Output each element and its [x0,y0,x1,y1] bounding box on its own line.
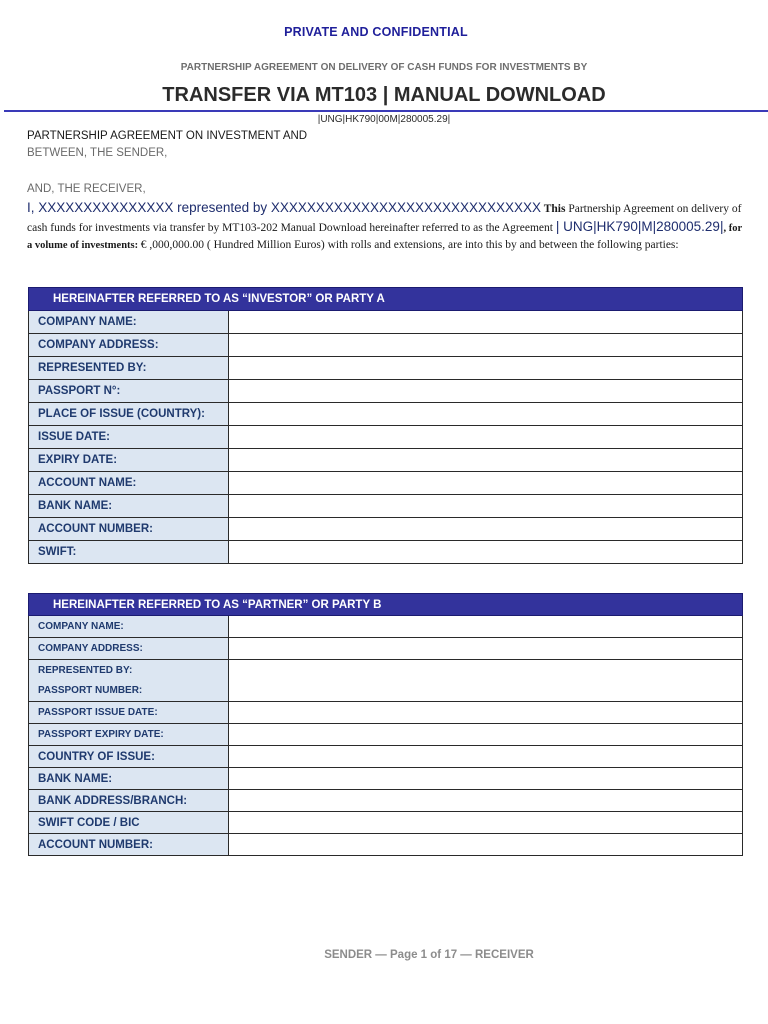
document-title: TRANSFER VIA MT103 | MANUAL DOWNLOAD [162,84,606,106]
party-a-passport-field[interactable] [229,380,743,403]
party-b-label-passport-number: PASSPORT NUMBER: [38,685,143,696]
agreement-paragraph [27,199,743,254]
party-a-company-name-field[interactable] [229,311,743,334]
party-b-bank-address-field[interactable] [229,790,743,812]
title-divider [4,110,768,112]
party-a-place-of-issue-field[interactable] [229,403,743,426]
party-a-label-account-name: ACCOUNT NAME: [29,472,229,495]
party-b-label-company-name: COMPANY NAME: [29,616,229,638]
party-b-bank-name-field[interactable] [229,768,743,790]
party-a-label-represented-by: REPRESENTED BY: [29,357,229,380]
party-a-label-company-address: COMPANY ADDRESS: [29,334,229,357]
page-footer: SENDER — Page 1 of 17 — RECEIVER [324,949,534,961]
party-b-account-number-field[interactable] [229,834,743,856]
investor-name-placeholder: XXXXXXXXXXXXXXX [38,200,174,215]
para-volume: , for a volume of investments: [27,223,742,251]
representative-name-placeholder: XXXXXXXXXXXXXXXXXXXXXXXXXXXXXX [270,200,542,215]
party-a-label-passport: PASSPORT N°: [29,380,229,403]
confidential-label: PRIVATE AND CONFIDENTIAL [284,25,468,39]
party-a-table [28,287,743,564]
party-a-label-expiry-date: EXPIRY DATE: [29,449,229,472]
party-a-swift-field[interactable] [229,541,743,564]
party-a-account-number-field[interactable] [229,518,743,541]
party-b-label-company-address: COMPANY ADDRESS: [29,638,229,660]
intro-line-agreement: PARTNERSHIP AGREEMENT ON INVESTMENT AND [27,130,308,142]
para-represented-by: represented by [173,200,271,215]
party-a-label-company-name: COMPANY NAME: [29,311,229,334]
party-b-label-represented-passport [29,660,229,702]
agreement-code: | UNG|HK790|M|280005.29| [555,219,724,234]
party-a-label-account-number: ACCOUNT NUMBER: [29,518,229,541]
party-a-label-bank-name: BANK NAME: [29,495,229,518]
party-a-expiry-date-field[interactable] [229,449,743,472]
party-b-represented-passport-field[interactable] [229,660,743,702]
para-amount: € ,000,000.00 ( Hundred Million Euros) with rolls and extensions, are into this by and between the following parties: [140,239,679,251]
party-b-company-address-field[interactable] [229,638,743,660]
party-a-account-name-field[interactable] [229,472,743,495]
para-this: This [541,203,566,215]
party-a-label-place-of-issue: PLACE OF ISSUE (COUNTRY): [29,403,229,426]
party-b-label-account-number: ACCOUNT NUMBER: [29,834,229,856]
para-text: Partnership Agreement on delivery of cash funds for investments via transfer by MT103-202 Manual Download hereinafter referred to as the Agreement [27,203,742,234]
party-a-issue-date-field[interactable] [229,426,743,449]
party-b-country-of-issue-field[interactable] [229,746,743,768]
party-a-bank-name-field[interactable] [229,495,743,518]
party-b-swift-code-field[interactable] [229,812,743,834]
party-b-header: HEREINAFTER REFERRED TO AS “PARTNER” OR PARTY B [29,594,743,616]
intro-line-sender: BETWEEN, THE SENDER, [27,147,168,159]
party-b-company-name-field[interactable] [229,616,743,638]
party-b-label-represented-by: REPRESENTED BY: [38,665,133,676]
party-b-label-passport-issue-date: PASSPORT ISSUE DATE: [29,702,229,724]
intro-line-receiver: AND, THE RECEIVER, [27,183,146,195]
party-b-label-bank-name: BANK NAME: [29,768,229,790]
document-code: |UNG|HK790|00M|280005.29| [317,114,451,125]
party-b-passport-issue-date-field[interactable] [229,702,743,724]
party-b-label-passport-expiry-date: PASSPORT EXPIRY DATE: [29,724,229,746]
para-i: I, [27,200,39,215]
party-b-label-country-of-issue: COUNTRY OF ISSUE: [29,746,229,768]
party-b-label-swift-code: SWIFT CODE / BIC [29,812,229,834]
party-b-label-bank-address: BANK ADDRESS/BRANCH: [29,790,229,812]
party-a-company-address-field[interactable] [229,334,743,357]
party-a-header: HEREINAFTER REFERRED TO AS “INVESTOR” OR PARTY A [29,288,743,311]
party-b-passport-expiry-date-field[interactable] [229,724,743,746]
party-b-table [28,593,743,856]
party-a-represented-by-field[interactable] [229,357,743,380]
party-a-label-issue-date: ISSUE DATE: [29,426,229,449]
document-subtitle: PARTNERSHIP AGREEMENT ON DELIVERY OF CASH FUNDS FOR INVESTMENTS BY [180,62,588,73]
party-a-label-swift: SWIFT: [29,541,229,564]
